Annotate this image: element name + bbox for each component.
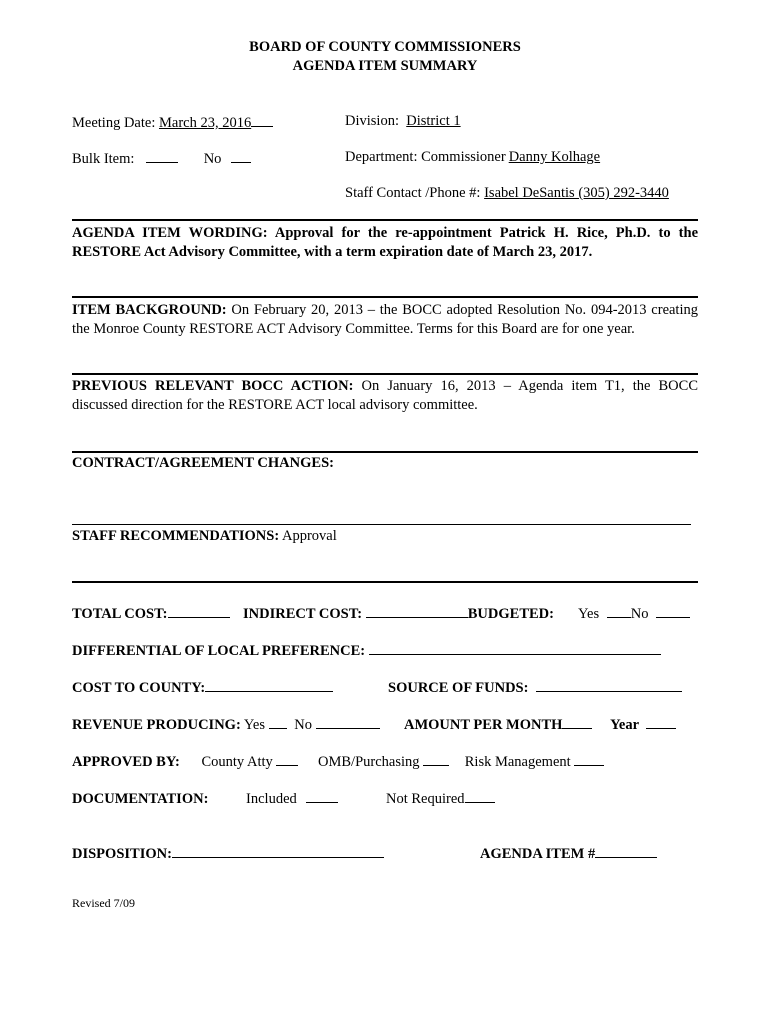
item-background-label: ITEM BACKGROUND: bbox=[72, 302, 227, 318]
budgeted-yes-label: Yes bbox=[578, 606, 600, 622]
revised-footer: Revised 7/09 bbox=[72, 896, 135, 910]
total-cost-row bbox=[72, 603, 230, 623]
documentation-row bbox=[72, 788, 495, 808]
amount-per-month-blank[interactable] bbox=[562, 714, 592, 729]
disposition-label: DISPOSITION: bbox=[72, 846, 172, 862]
revenue-yes-blank[interactable] bbox=[269, 714, 287, 729]
omb-purchasing-blank[interactable] bbox=[423, 751, 449, 766]
staff-recommendations-row bbox=[72, 527, 337, 545]
bulk-item-label: Bulk Item: bbox=[72, 151, 135, 167]
department-row bbox=[345, 148, 600, 166]
agenda-item-wording-label: AGENDA ITEM WORDING: bbox=[72, 225, 268, 241]
source-of-funds-row bbox=[388, 677, 682, 697]
revenue-no-blank[interactable] bbox=[316, 714, 380, 729]
divider bbox=[72, 296, 698, 298]
indirect-cost-row bbox=[243, 603, 554, 623]
risk-management-blank[interactable] bbox=[574, 751, 604, 766]
division-row bbox=[345, 112, 461, 130]
previous-bocc-action-label: PREVIOUS RELEVANT BOCC ACTION: bbox=[72, 378, 354, 394]
item-background-text[interactable]: On February 20, 2013 – the BOCC adopted Resolution No. 094-2013 creating the Monroe County RESTORE ACT Advisory Committee. Terms for this Board are for one year. bbox=[72, 302, 698, 337]
agenda-item-number-label: AGENDA ITEM # bbox=[480, 846, 596, 862]
meeting-date-row bbox=[72, 112, 273, 132]
cost-to-county-label: COST TO COUNTY: bbox=[72, 680, 206, 696]
documentation-included-blank[interactable] bbox=[306, 788, 338, 803]
revenue-no-label: No bbox=[294, 717, 312, 733]
county-atty-blank[interactable] bbox=[276, 751, 298, 766]
source-of-funds-blank[interactable] bbox=[536, 677, 682, 692]
staff-contact-label: Staff Contact /Phone #: bbox=[345, 185, 481, 201]
previous-bocc-action bbox=[72, 377, 698, 415]
revenue-row bbox=[72, 714, 380, 734]
amount-per-month-row bbox=[404, 714, 676, 734]
documentation-not-required-label: Not Required bbox=[386, 791, 465, 807]
bulk-item-no-blank[interactable] bbox=[231, 148, 251, 163]
indirect-cost-label: INDIRECT COST: bbox=[243, 606, 363, 622]
division-value[interactable]: District 1 bbox=[406, 113, 461, 129]
divider bbox=[72, 581, 698, 583]
meeting-date-blank[interactable] bbox=[251, 112, 273, 127]
department-label: Department: Commissioner bbox=[345, 149, 506, 165]
cost-to-county-blank[interactable] bbox=[205, 677, 333, 692]
disposition-row bbox=[72, 843, 384, 863]
form-subtitle: AGENDA ITEM SUMMARY bbox=[292, 58, 478, 74]
approved-by-label: APPROVED BY: bbox=[72, 754, 180, 770]
department-value[interactable]: Danny Kolhage bbox=[508, 149, 601, 165]
disposition-blank[interactable] bbox=[172, 843, 384, 858]
staff-recommendations-value[interactable]: Approval bbox=[282, 528, 337, 544]
indirect-cost-blank[interactable] bbox=[366, 603, 468, 618]
meeting-date-label: Meeting Date: bbox=[72, 115, 156, 131]
staff-recommendations-label: STAFF RECOMMENDATIONS: bbox=[72, 528, 280, 544]
item-background bbox=[72, 301, 698, 339]
division-label: Division: bbox=[345, 113, 399, 129]
bulk-item-no-label: No bbox=[203, 151, 222, 167]
budgeted-label: BUDGETED: bbox=[467, 606, 554, 622]
contract-changes-label: CONTRACT/AGREEMENT CHANGES: bbox=[72, 455, 334, 471]
differential-row bbox=[72, 640, 661, 660]
revenue-producing-label: REVENUE PRODUCING: bbox=[72, 717, 241, 733]
budgeted-no-label: No bbox=[630, 606, 649, 622]
county-atty-label: County Atty bbox=[201, 754, 273, 770]
source-of-funds-label: SOURCE OF FUNDS: bbox=[388, 680, 529, 696]
staff-contact-row bbox=[345, 184, 669, 202]
bulk-item-row bbox=[72, 148, 251, 168]
differential-label: DIFFERENTIAL OF LOCAL PREFERENCE: bbox=[72, 643, 366, 659]
total-cost-label: TOTAL COST: bbox=[72, 606, 168, 622]
documentation-label: DOCUMENTATION: bbox=[72, 791, 209, 807]
cost-to-county-row bbox=[72, 677, 333, 697]
meeting-date-value[interactable]: March 23, 2016 bbox=[158, 115, 252, 131]
staff-contact-value[interactable]: Isabel DeSantis (305) 292-3440 bbox=[484, 185, 669, 201]
omb-purchasing-label: OMB/Purchasing bbox=[318, 754, 420, 770]
budgeted-choice bbox=[578, 603, 690, 623]
approved-by-row bbox=[72, 751, 604, 771]
budgeted-yes-blank[interactable] bbox=[607, 603, 631, 618]
bulk-item-yes-blank[interactable] bbox=[146, 148, 178, 163]
agenda-item-wording-text[interactable]: Approval for the re-appointment Patrick H. Rice, Ph.D. to the RESTORE Act Advisory Committee, with a term expiration date of March 23, 2017. bbox=[72, 225, 699, 260]
differential-blank[interactable] bbox=[369, 640, 661, 655]
documentation-not-required-blank[interactable] bbox=[465, 788, 495, 803]
previous-bocc-action-text[interactable]: On January 16, 2013 – Agenda item T1, the BOCC discussed direction for the RESTORE ACT local advisory committee. bbox=[72, 378, 698, 413]
documentation-included-label: Included bbox=[246, 791, 297, 807]
divider bbox=[72, 373, 698, 375]
year-blank[interactable] bbox=[646, 714, 676, 729]
amount-per-month-label: AMOUNT PER MONTH bbox=[404, 717, 563, 733]
total-cost-blank[interactable] bbox=[168, 603, 230, 618]
agenda-item-wording bbox=[72, 224, 698, 262]
agenda-item-number-blank[interactable] bbox=[595, 843, 657, 858]
year-label: Year bbox=[610, 717, 639, 733]
agenda-item-number-row bbox=[480, 843, 657, 863]
budgeted-no-blank[interactable] bbox=[656, 603, 690, 618]
divider bbox=[72, 219, 698, 221]
revenue-yes-label: Yes bbox=[243, 717, 265, 733]
divider bbox=[72, 524, 691, 525]
risk-management-label: Risk Management bbox=[464, 754, 571, 770]
divider bbox=[72, 451, 698, 453]
form-title: BOARD OF COUNTY COMMISSIONERS bbox=[249, 39, 521, 55]
